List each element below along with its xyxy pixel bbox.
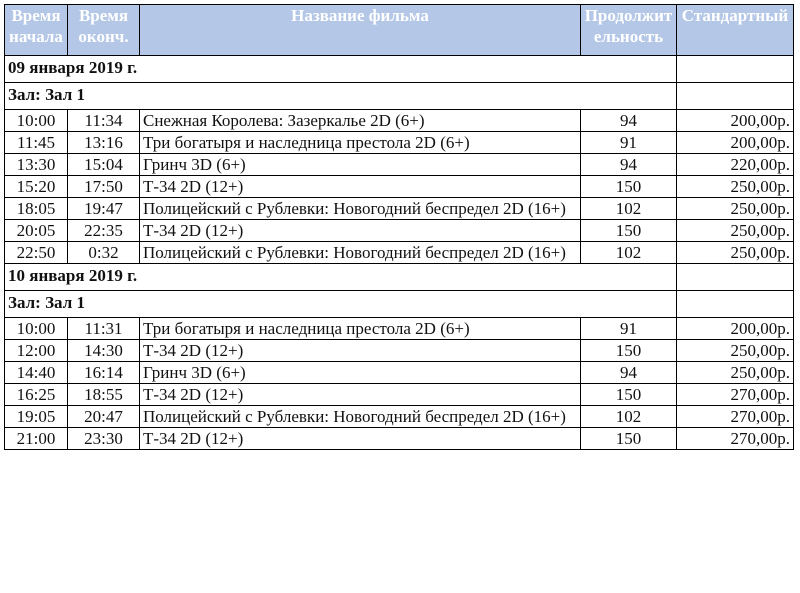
- price-cell: 200,00р.: [677, 110, 794, 132]
- table-row: [5, 220, 794, 242]
- date-row: [5, 264, 794, 291]
- film-title-cell: Полицейский с Рублевки: Новогодний беспредел 2D (16+): [140, 406, 581, 428]
- date-label: 09 января 2019 г.: [5, 56, 677, 83]
- price-cell: 200,00р.: [677, 318, 794, 340]
- duration-cell: 150: [581, 220, 677, 242]
- end-time-cell: 15:04: [68, 154, 140, 176]
- table-row: [5, 176, 794, 198]
- end-time-cell: 16:14: [68, 362, 140, 384]
- date-row: [5, 56, 794, 83]
- film-title-cell: Т-34 2D (12+): [140, 220, 581, 242]
- table-row: [5, 110, 794, 132]
- col-title-header: Название фильма: [140, 5, 581, 56]
- col-price-header: Стандартный: [677, 5, 794, 56]
- col-start-header: Время начала: [5, 5, 68, 56]
- price-cell: 250,00р.: [677, 242, 794, 264]
- end-time-cell: 18:55: [68, 384, 140, 406]
- end-time-cell: 13:16: [68, 132, 140, 154]
- price-cell: 220,00р.: [677, 154, 794, 176]
- col-duration-header: Продолжительность: [581, 5, 677, 56]
- film-title-cell: Т-34 2D (12+): [140, 428, 581, 450]
- price-cell: 250,00р.: [677, 220, 794, 242]
- start-time-cell: 21:00: [5, 428, 68, 450]
- price-cell: 270,00р.: [677, 428, 794, 450]
- price-cell: 270,00р.: [677, 384, 794, 406]
- film-title-cell: Полицейский с Рублевки: Новогодний беспредел 2D (16+): [140, 242, 581, 264]
- date-row-empty-cell: [677, 56, 794, 83]
- end-time-cell: 14:30: [68, 340, 140, 362]
- table-row: [5, 428, 794, 450]
- table-row: [5, 318, 794, 340]
- start-time-cell: 13:30: [5, 154, 68, 176]
- duration-cell: 94: [581, 362, 677, 384]
- film-title-cell: Три богатыря и наследница престола 2D (6+): [140, 318, 581, 340]
- table-row: [5, 242, 794, 264]
- table-row: [5, 154, 794, 176]
- table-row: [5, 362, 794, 384]
- table-row: [5, 406, 794, 428]
- start-time-cell: 22:50: [5, 242, 68, 264]
- end-time-cell: 23:30: [68, 428, 140, 450]
- hall-row: [5, 83, 794, 110]
- duration-cell: 102: [581, 198, 677, 220]
- film-title-cell: Т-34 2D (12+): [140, 176, 581, 198]
- start-time-cell: 14:40: [5, 362, 68, 384]
- end-time-cell: 11:34: [68, 110, 140, 132]
- duration-cell: 102: [581, 242, 677, 264]
- duration-cell: 150: [581, 340, 677, 362]
- film-title-cell: Снежная Королева: Зазеркалье 2D (6+): [140, 110, 581, 132]
- hall-row: [5, 291, 794, 318]
- hall-label: Зал: Зал 1: [5, 83, 677, 110]
- duration-cell: 94: [581, 154, 677, 176]
- start-time-cell: 19:05: [5, 406, 68, 428]
- start-time-cell: 20:05: [5, 220, 68, 242]
- hall-label: Зал: Зал 1: [5, 291, 677, 318]
- start-time-cell: 18:05: [5, 198, 68, 220]
- duration-cell: 150: [581, 384, 677, 406]
- date-row-empty-cell: [677, 264, 794, 291]
- duration-cell: 91: [581, 132, 677, 154]
- duration-cell: 91: [581, 318, 677, 340]
- hall-row-empty-cell: [677, 291, 794, 318]
- start-time-cell: 15:20: [5, 176, 68, 198]
- header-row: [5, 5, 794, 56]
- date-label: 10 января 2019 г.: [5, 264, 677, 291]
- price-cell: 250,00р.: [677, 362, 794, 384]
- price-cell: 270,00р.: [677, 406, 794, 428]
- price-cell: 250,00р.: [677, 198, 794, 220]
- duration-cell: 150: [581, 176, 677, 198]
- end-time-cell: 19:47: [68, 198, 140, 220]
- price-cell: 200,00р.: [677, 132, 794, 154]
- film-title-cell: Т-34 2D (12+): [140, 384, 581, 406]
- table-row: [5, 198, 794, 220]
- start-time-cell: 12:00: [5, 340, 68, 362]
- schedule-table: [4, 4, 794, 450]
- hall-row-empty-cell: [677, 83, 794, 110]
- duration-cell: 94: [581, 110, 677, 132]
- start-time-cell: 10:00: [5, 110, 68, 132]
- table-row: [5, 384, 794, 406]
- end-time-cell: 20:47: [68, 406, 140, 428]
- end-time-cell: 17:50: [68, 176, 140, 198]
- start-time-cell: 10:00: [5, 318, 68, 340]
- table-row: [5, 340, 794, 362]
- end-time-cell: 22:35: [68, 220, 140, 242]
- duration-cell: 150: [581, 428, 677, 450]
- start-time-cell: 11:45: [5, 132, 68, 154]
- price-cell: 250,00р.: [677, 340, 794, 362]
- film-title-cell: Полицейский с Рублевки: Новогодний беспредел 2D (16+): [140, 198, 581, 220]
- table-row: [5, 132, 794, 154]
- start-time-cell: 16:25: [5, 384, 68, 406]
- col-end-header: Время оконч.: [68, 5, 140, 56]
- film-title-cell: Три богатыря и наследница престола 2D (6+): [140, 132, 581, 154]
- film-title-cell: Гринч 3D (6+): [140, 362, 581, 384]
- end-time-cell: 0:32: [68, 242, 140, 264]
- film-title-cell: Т-34 2D (12+): [140, 340, 581, 362]
- duration-cell: 102: [581, 406, 677, 428]
- film-title-cell: Гринч 3D (6+): [140, 154, 581, 176]
- price-cell: 250,00р.: [677, 176, 794, 198]
- end-time-cell: 11:31: [68, 318, 140, 340]
